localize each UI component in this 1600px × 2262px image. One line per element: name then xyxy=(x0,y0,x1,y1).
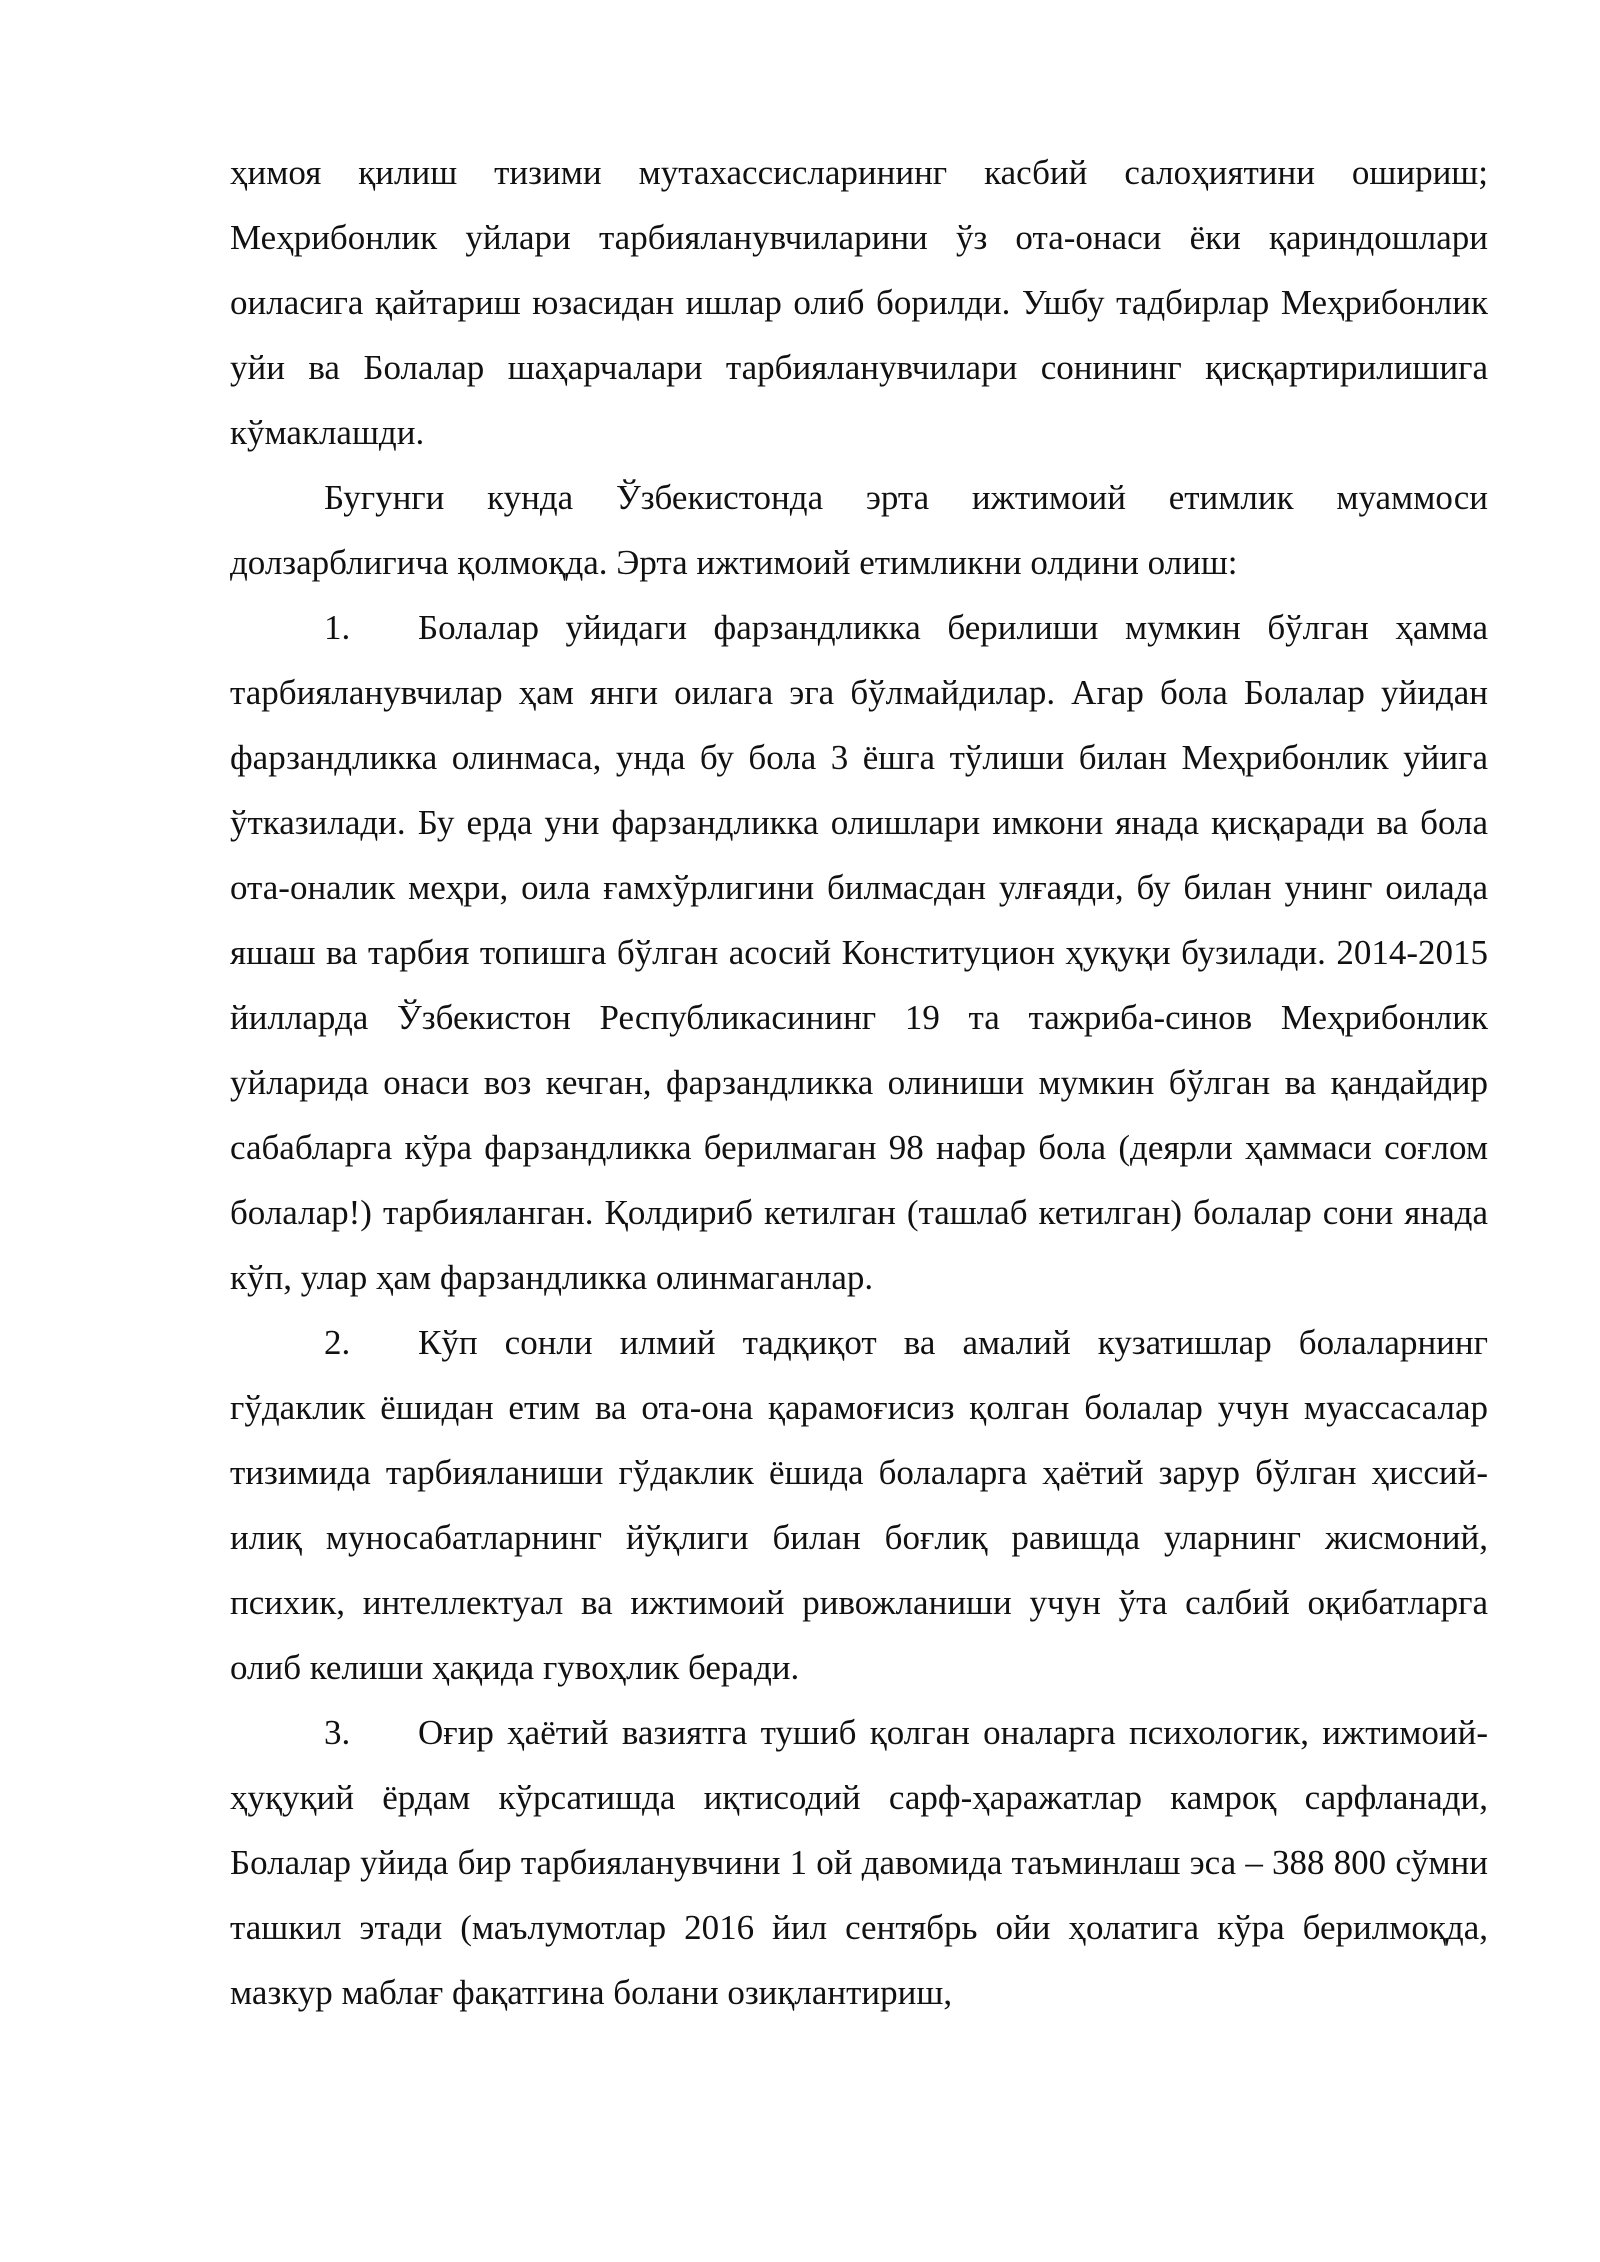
list-item-2 xyxy=(230,1310,1488,1700)
list-item-3 xyxy=(230,1700,1488,2025)
list-item-1 xyxy=(230,595,1488,1310)
document-body xyxy=(230,140,1488,2025)
list-number: 2. xyxy=(324,1323,351,1362)
paragraph-intro: Бугунги кунда Ўзбекистонда эрта ижтимоий етимлик муаммоси долзарблигича қолмоқда. Эрта ижтимоий етимликни олдини олиш: xyxy=(230,478,1488,582)
list-item-text: Оғир ҳаётий вазиятга тушиб қолган оналарга психологик, ижтимоий-ҳуқуқий ёрдам кўрсатишда иқтисодий сарф-ҳаражатлар камроқ сарфланади, Болалар уйида бир тарбияланувчини 1 ой давомида таъминлаш эса – 388 800 сўмни ташкил этади (маълумотлар 2016 йил сентябрь ойи ҳолатига кўра берилмоқда, мазкур маблағ фақатгина болани озиқлантириш, xyxy=(230,1713,1488,2012)
list-number: 3. xyxy=(324,1713,351,1752)
paragraph-continuation: ҳимоя қилиш тизими мутахассисларининг касбий салоҳиятини ошириш; Меҳрибонлик уйлари тарбияланувчиларини ўз ота-онаси ёки қариндошлари оиласига қайтариш юзасидан ишлар олиб борилди. Ушбу тадбирлар Меҳрибонлик уйи ва Болалар шаҳарчалари тарбияланувчилари сонининг қисқартирилишига кўмаклашди. xyxy=(230,153,1488,452)
list-item-text: Болалар уйидаги фарзандликка берилиши мумкин бўлган ҳамма тарбияланувчилар ҳам янги оилага эга бўлмайдилар. Агар бола Болалар уйидан фарзандликка олинмаса, унда бу бола 3 ёшга тўлиши билан Меҳрибонлик уйига ўтказилади. Бу ерда уни фарзандликка олишлари имкони янада қисқаради ва бола ота-оналик меҳри, оила ғамхўрлигини билмасдан улғаяди, бу билан унинг оилада яшаш ва тарбия топишга бўлган асосий Конституцион ҳуқуқи бузилади. 2014-2015 йилларда Ўзбекистон Республикасининг 19 та тажриба-синов Меҳрибонлик уйларида онаси воз кечган, фарзандликка олиниши мумкин бўлган ва қандайдир сабабларга кўра фарзандликка берилмаган 98 нафар бола (деярли ҳаммаси соғлом болалар!) тарбияланган. Қолдириб кетилган (ташлаб кетилган) болалар сони янада кўп, улар ҳам фарзандликка олинмаганлар. xyxy=(230,608,1488,1297)
list-number: 1. xyxy=(324,608,351,647)
list-item-text: Кўп сонли илмий тадқиқот ва амалий кузатишлар болаларнинг гўдаклик ёшидан етим ва ота-она қарамоғисиз қолган болалар учун муассасалар тизимида тарбияланиши гўдаклик ёшида болаларга ҳаётий зарур бўлган ҳиссий-илиқ муносабатларнинг йўқлиги билан боғлиқ равишда уларнинг жисмоний, психик, интеллектуал ва ижтимоий ривожланиши учун ўта салбий оқибатларга олиб келиши ҳақида гувоҳлик беради. xyxy=(230,1323,1488,1687)
